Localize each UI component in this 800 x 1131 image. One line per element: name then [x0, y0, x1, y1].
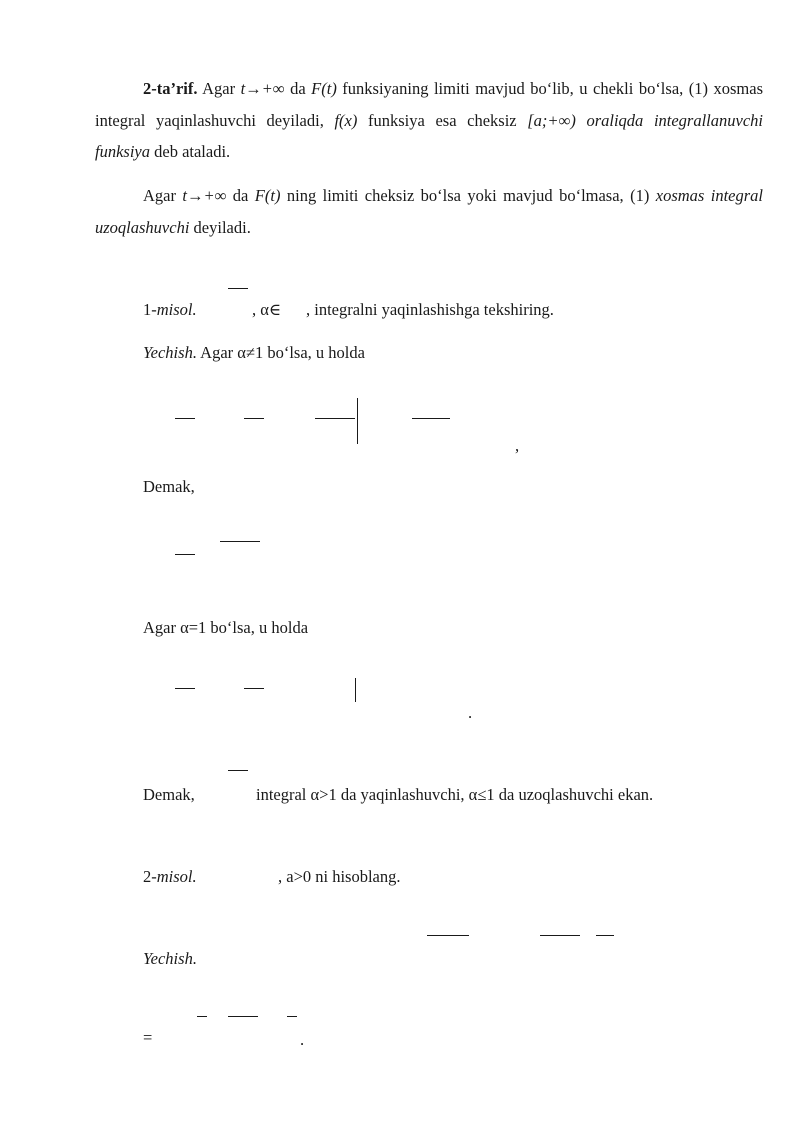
definition-2-paragraph: 2-ta’rif. Agar t→+∞ da F(t) funksiyaning limiti mavjud bo‘lib, u chekli bo‘lsa, (1) xosmas integral yaqinlashuvchi deyiladi, f(x) funksiya esa cheksiz [a;+∞) oraliqda integrallanuvchi funksiya deb ataladi. — [95, 79, 764, 161]
term-integrable: oraliqda integrallanuvchi funksiya — [95, 110, 764, 161]
example-2-task: , a>0 ni hisoblang. — [278, 867, 401, 886]
equals-sign: = — [143, 1028, 153, 1047]
conclusion-label: Demak, — [143, 785, 195, 804]
conclusion-text: integral α>1 da yaqinlashuvchi, α≤1 da uzoqlashuvchi ekan. — [256, 785, 654, 804]
limit-condition: t→+∞ — [240, 79, 285, 98]
solution-label: Yechish. — [143, 343, 197, 362]
formula-fraction-bar — [175, 418, 195, 419]
interval: [a;+∞) — [527, 110, 576, 130]
function-F: F(t) — [254, 186, 281, 205]
formula-fraction-bar — [197, 1016, 207, 1017]
solution-1-line: Yechish. Agar α≠1 bo‘lsa, u holda — [143, 343, 365, 362]
formula-period: . — [300, 1030, 305, 1049]
divergence-paragraph: Agar t→+∞ da F(t) ning limiti cheksiz bo‘lsa yoki mavjud bo‘lmasa, (1) xosmas integral uzoqlashuvchi deyiladi. — [95, 186, 763, 237]
conclusion-label: Demak, — [143, 477, 195, 496]
formula-fraction-bar — [427, 935, 469, 936]
solution-label: Yechish. — [143, 949, 197, 968]
formula-fraction-bar — [228, 288, 248, 289]
alpha-domain: , α∈ — [252, 300, 282, 319]
formula-fraction-bar — [412, 418, 450, 419]
formula-fraction-bar — [315, 418, 355, 419]
function-f: f(x) — [334, 110, 358, 130]
formula-fraction-bar — [596, 935, 614, 936]
formula-fraction-bar — [287, 1016, 297, 1017]
case-alpha-equal-one: Agar α=1 bo‘lsa, u holda — [143, 618, 309, 637]
formula-fraction-bar — [540, 935, 580, 936]
formula-evaluation-bar — [355, 678, 356, 702]
formula-fraction-bar — [244, 688, 264, 689]
example-1-line: 1-misol. — [143, 300, 197, 319]
example-2-line: 2-misol. — [143, 867, 197, 886]
formula-fraction-bar — [175, 554, 195, 555]
term-divergent: xosmas integral uzoqlashuvchi — [95, 186, 763, 237]
formula-comma: , — [515, 436, 520, 455]
definition-label: 2-ta’rif. — [143, 79, 198, 98]
formula-fraction-bar — [220, 541, 260, 542]
example-1-task: , integralni yaqinlashishga tekshiring. — [306, 300, 554, 319]
example-label: misol. — [156, 300, 197, 319]
formula-evaluation-bar — [357, 398, 358, 444]
limit-condition: t→+∞ — [182, 186, 227, 205]
formula-fraction-bar — [228, 1016, 258, 1017]
formula-fraction-bar — [175, 688, 195, 689]
formula-period: . — [468, 703, 473, 722]
example-label: misol. — [156, 867, 197, 886]
function-F: F(t) — [311, 79, 337, 98]
formula-fraction-bar — [228, 770, 248, 771]
formula-fraction-bar — [244, 418, 264, 419]
